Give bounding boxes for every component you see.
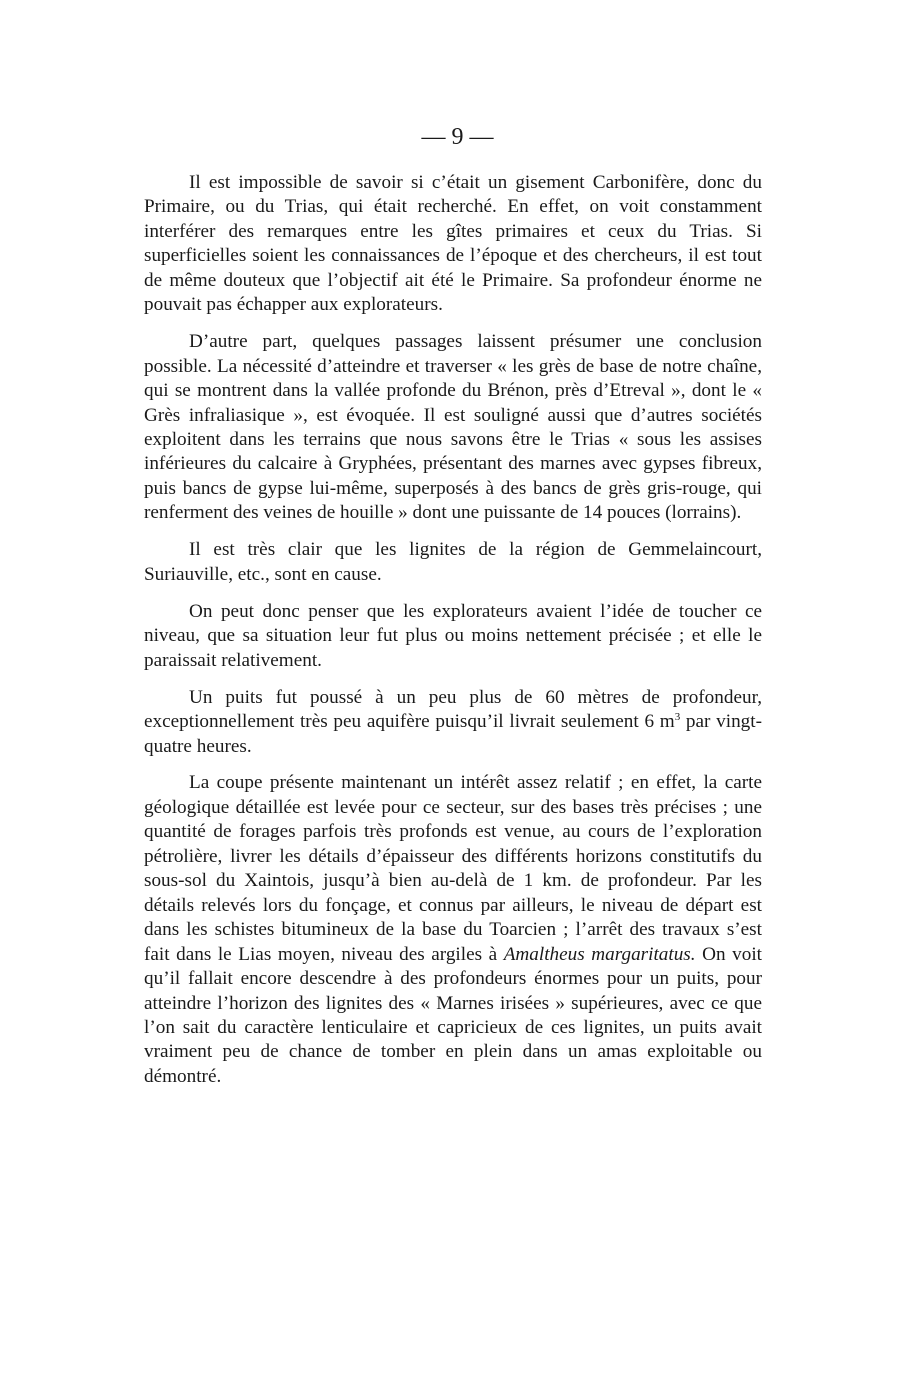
paragraph-1: Il est impossible de savoir si c’était un gisement Carbonifère, donc du Primaire, ou du Trias, qui était recherché. En effet, on voit constamment interférer des remarques entre les gîtes primaires et ceux du Trias. Si superficielles soient les connaissances de l’époque et des chercheurs, il est tout de même douteux que l’objectif ait été le Primaire. Sa profondeur énorme ne pouvait pas échapper aux explorateurs. bbox=[144, 172, 762, 316]
paragraph-4: On peut donc penser que les explorateurs avaient l’idée de toucher ce niveau, que sa situation leur fut plus ou moins nettement précisée ; et elle le paraissait relativement. bbox=[144, 600, 762, 671]
paragraph-6-text-end: On voit qu’il fallait encore descendre à des profondeurs énormes pour un puits, pour atteindre l’horizon des lignites des « Marnes irisées » supérieures, avec ce que l’on sait du caractère lenticulaire et capricieux de ces lignites, un puits avait vraiment peu de chance de tomber en plein dans un amas exploitable ou démontré. bbox=[144, 943, 762, 1087]
paragraph-6-text: La coupe présente maintenant un intérêt assez relatif ; en effet, la carte géologique détaillée est levée pour ce secteur, sur des bases très précises ; une quantité de forages parfois très profonds est venue, au cours de l’exploration pétrolière, livrer les détails d’épaisseur des différents horizons constitutifs du sous-sol du Xaintois, jusqu’à bien au-delà de 1 km. de profondeur. Par les détails relevés lors du fonçage, et connus par ailleurs, le niveau de départ est dans les schistes bitumineux de la base du Toarcien ; l’arrêt des travaux s’est fait dans le Lias moyen, niveau des argiles à bbox=[144, 772, 762, 965]
paragraph-6 bbox=[144, 771, 762, 1089]
paragraph-5-text-end: par vingt-quatre heures. bbox=[144, 711, 762, 757]
page-number: — 9 — bbox=[421, 124, 494, 150]
paragraph-5 bbox=[144, 686, 762, 759]
species-name: Amaltheus margaritatus. bbox=[503, 943, 696, 965]
superscript-exponent: 3 bbox=[674, 711, 681, 724]
paragraph-3: Il est très clair que les lignites de la région de Gemmelaincourt, Suriauville, etc., sont en cause. bbox=[144, 539, 762, 585]
paragraph-5-text: Un puits fut poussé à un peu plus de 60 mètres de profondeur, exceptionnellement très peu aquifère puisqu’il livrait seulement 6 m bbox=[144, 686, 762, 733]
body-text bbox=[144, 171, 762, 1089]
paragraph-2: D’autre part, quelques passages laissent présumer une conclusion possible. La nécessité d’atteindre et traverser « les grès de base de notre chaîne, qui se montrent dans la vallée profonde du Brénon, près d’Etreval », dont le « Grès infraliasique », est évoquée. Il est souligné aussi que d’autres sociétés exploitent dans les terrains que nous savons être le Trias « sous les assises inférieures du calcaire à Gryphées, présentant des marnes avec gypses fibreux, puis bancs de gypse lui-même, superposés à des bancs de grès gris-rouge, qui renferment des veines de houille » dont une puissante de 14 pouces (lorrains). bbox=[144, 331, 762, 524]
